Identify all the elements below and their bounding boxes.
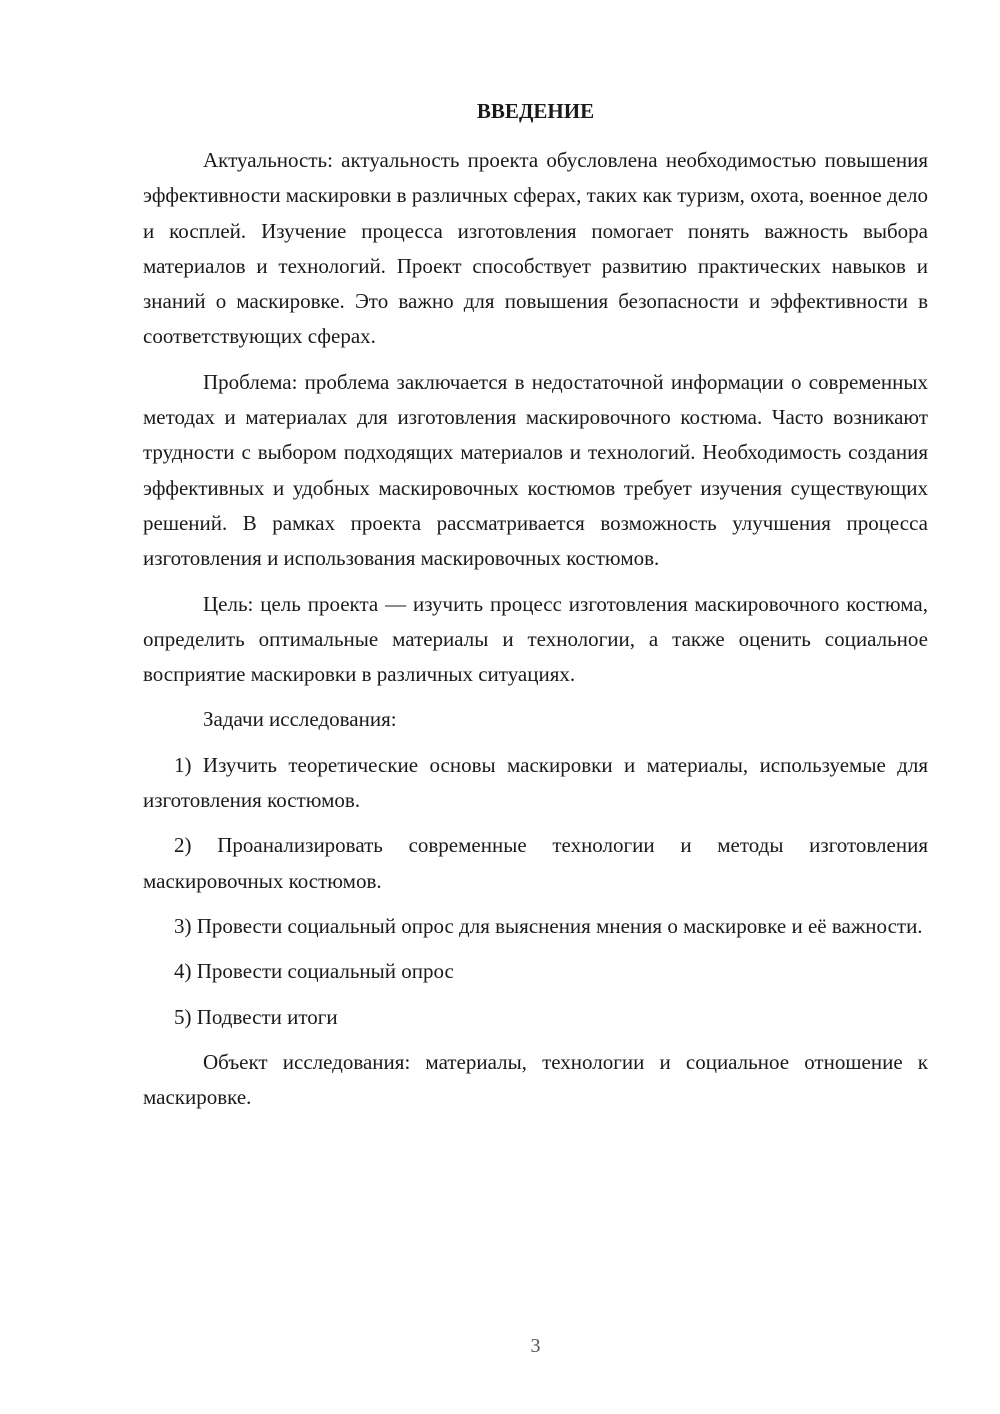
- paragraph-goal: Цель: цель проекта — изучить процесс изготовления маскировочного костюма, определить оптимальные материалы и технологии, а также оценить социальное восприятие маскировки в различных ситуациях.: [143, 591, 928, 687]
- paragraph-problem: Проблема: проблема заключается в недостаточной информации о современных методах и материалах для изготовления маскировочного костюма. Часто возникают трудности с выбором подходящих материалов и технологий. Необходимость создания эффективных и удобных маскировочных костюмов требует изучения существующих решений. В рамках проекта рассматривается возможность улучшения процесса изготовления и использования маскировочных костюмов.: [143, 369, 928, 571]
- document-page: [143, 0, 928, 1414]
- paragraph-object: Объект исследования: материалы, технологии и социальное отношение к маскировке.: [143, 1049, 928, 1110]
- document-body: [143, 143, 928, 1125]
- page-title: ВВЕДЕНИЕ: [476, 99, 595, 123]
- task-item: 1) Изучить теоретические основы маскировки и материалы, используемые для изготовления костюмов.: [143, 752, 928, 813]
- task-item: 5) Подвести итоги: [174, 1004, 338, 1029]
- tasks-heading: Задачи исследования:: [203, 707, 397, 732]
- task-item: 3) Провести социальный опрос для выяснения мнения о маскировке и её важности.: [174, 913, 923, 938]
- task-item: 4) Провести социальный опрос: [174, 959, 454, 984]
- paragraph-relevance: Актуальность: актуальность проекта обусловлена необходимостью повышения эффективности маскировки в различных сферах, таких как туризм, охота, военное дело и косплей. Изучение процесса изготовления помогает понять важность выбора материалов и технологий. Проект способствует развитию практических навыков и знаний о маскировке. Это важно для повышения безопасности и эффективности в соответствующих сферах.: [143, 148, 928, 349]
- page-number: 3: [530, 1335, 541, 1357]
- task-item: 2) Проанализировать современные технологии и методы изготовления маскировочных костюмов.: [143, 833, 928, 893]
